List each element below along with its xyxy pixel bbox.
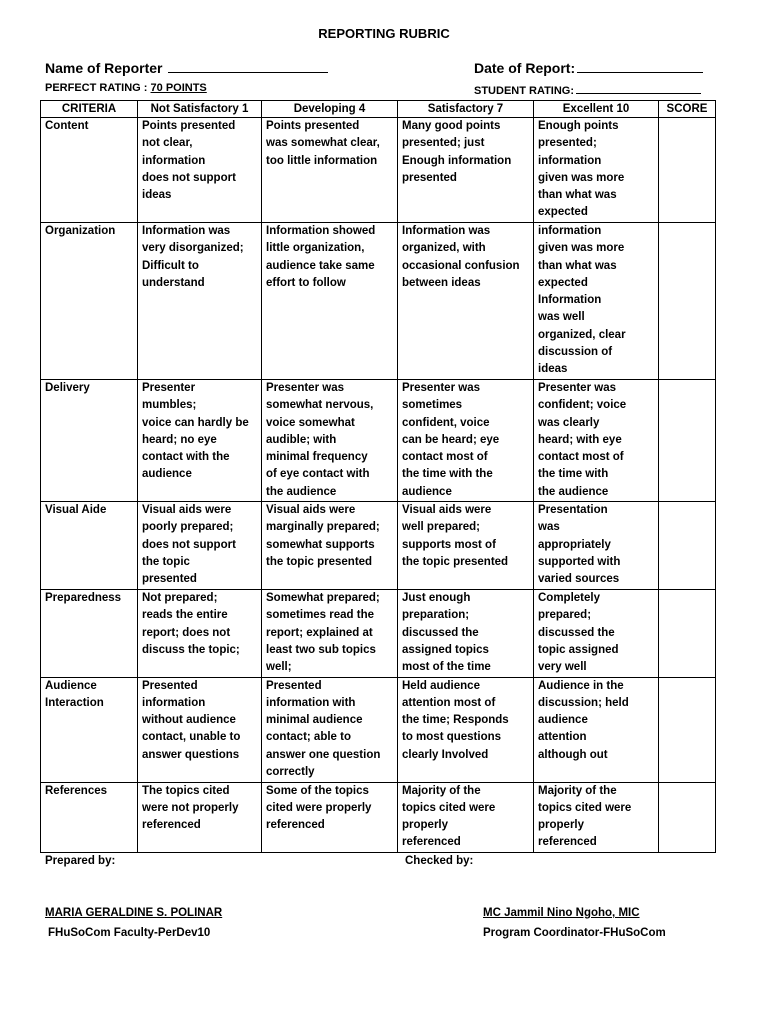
developing-cell: Some of the topics cited were properly referenced [262, 782, 398, 852]
excellent-cell: Enough points presented; information given was more than what was expected [534, 118, 659, 223]
column-header-excellent: Excellent 10 [534, 101, 659, 118]
checker-name: MC Jammil Nino Ngoho, MIC [483, 907, 640, 919]
preparer-name: MARIA GERALDINE S. POLINAR [45, 907, 223, 919]
table-header-row [41, 101, 716, 118]
table-row [41, 380, 716, 502]
not-satisfactory-cell: Information was very disorganized; Difficult to understand [138, 223, 262, 380]
score-cell[interactable] [659, 590, 716, 677]
column-header-score: SCORE [659, 101, 716, 118]
score-cell[interactable] [659, 502, 716, 590]
excellent-cell: Presentation was appropriately supported with varied sources [534, 502, 659, 590]
perfect-rating [45, 82, 207, 94]
score-cell[interactable] [659, 223, 716, 380]
criteria-cell: Audience Interaction [41, 677, 138, 782]
student-rating-blank[interactable] [576, 82, 701, 94]
perfect-rating-value: 70 POINTS [150, 82, 207, 94]
developing-cell: Presenter was somewhat nervous, voice somewhat audible; with minimal frequency of eye contact with the audience [262, 380, 398, 502]
criteria-cell: References [41, 782, 138, 852]
table-row [41, 118, 716, 223]
not-satisfactory-cell: Visual aids were poorly prepared; does not support the topic presented [138, 502, 262, 590]
column-header-criteria: CRITERIA [41, 101, 138, 118]
column-header-not-satisfactory: Not Satisfactory 1 [138, 101, 262, 118]
name-of-reporter-label: Name of Reporter [45, 60, 163, 76]
satisfactory-cell: Many good points presented; just Enough information presented [398, 118, 534, 223]
criteria-cell: Preparedness [41, 590, 138, 677]
developing-cell: Somewhat prepared; sometimes read the report; explained at least two sub topics well; [262, 590, 398, 677]
satisfactory-cell: Information was organized, with occasional confusion between ideas [398, 223, 534, 380]
perfect-rating-label: PERFECT RATING : [45, 82, 148, 94]
score-cell[interactable] [659, 380, 716, 502]
excellent-cell: Majority of the topics cited were properly referenced [534, 782, 659, 852]
excellent-cell: Completely prepared; discussed the topic assigned very well [534, 590, 659, 677]
student-rating-label: STUDENT RATING: [474, 85, 575, 97]
satisfactory-cell: Just enough preparation; discussed the assigned topics most of the time [398, 590, 534, 677]
not-satisfactory-cell: Not prepared; reads the entire report; does not discuss the topic; [138, 590, 262, 677]
table-row [41, 677, 716, 782]
score-cell[interactable] [659, 118, 716, 223]
criteria-cell: Content [41, 118, 138, 223]
document-title: REPORTING RUBRIC [318, 26, 450, 41]
score-cell[interactable] [659, 782, 716, 852]
not-satisfactory-cell: The topics cited were not properly referenced [138, 782, 262, 852]
not-satisfactory-cell: Presenter mumbles; voice can hardly be heard; no eye contact with the audience [138, 380, 262, 502]
table-row [41, 502, 716, 590]
developing-cell: Information showed little organization, audience take same effort to follow [262, 223, 398, 380]
excellent-cell: Presenter was confident; voice was clearly heard; with eye contact most of the time with the audience [534, 380, 659, 502]
criteria-cell: Delivery [41, 380, 138, 502]
excellent-cell: Audience in the discussion; held audience attention although out [534, 677, 659, 782]
not-satisfactory-cell: Points presented not clear, information does not support ideas [138, 118, 262, 223]
developing-cell: Visual aids were marginally prepared; somewhat supports the topic presented [262, 502, 398, 590]
developing-cell: Points presented was somewhat clear, too little information [262, 118, 398, 223]
date-of-report-blank[interactable] [577, 58, 703, 73]
column-header-developing: Developing 4 [262, 101, 398, 118]
column-header-satisfactory: Satisfactory 7 [398, 101, 534, 118]
table-row [41, 782, 716, 852]
checked-by-label: Checked by: [405, 855, 474, 867]
preparer-title: FHuSoCom Faculty-PerDev10 [48, 927, 211, 939]
student-rating-field [474, 82, 701, 97]
score-cell[interactable] [659, 677, 716, 782]
checker-title: Program Coordinator-FHuSoCom [483, 927, 666, 939]
excellent-cell: information given was more than what was expected Information was well organized, clear discussion of ideas [534, 223, 659, 380]
prepared-by-label: Prepared by: [45, 855, 116, 867]
not-satisfactory-cell: Presented information without audience contact, unable to answer questions [138, 677, 262, 782]
table-row [41, 590, 716, 677]
developing-cell: Presented information with minimal audience contact; able to answer one question correctly [262, 677, 398, 782]
satisfactory-cell: Held audience attention most of the time; Responds to most questions clearly Involved [398, 677, 534, 782]
name-of-reporter-field [45, 58, 328, 76]
criteria-cell: Organization [41, 223, 138, 380]
satisfactory-cell: Visual aids were well prepared; supports most of the topic presented [398, 502, 534, 590]
date-of-report-label: Date of Report: [474, 60, 576, 76]
criteria-cell: Visual Aide [41, 502, 138, 590]
satisfactory-cell: Majority of the topics cited were properly referenced [398, 782, 534, 852]
rubric-table [40, 100, 716, 853]
table-row [41, 223, 716, 380]
satisfactory-cell: Presenter was sometimes confident, voice can be heard; eye contact most of the time with the audience [398, 380, 534, 502]
date-of-report-field [474, 58, 703, 76]
name-of-reporter-blank[interactable] [168, 58, 328, 73]
